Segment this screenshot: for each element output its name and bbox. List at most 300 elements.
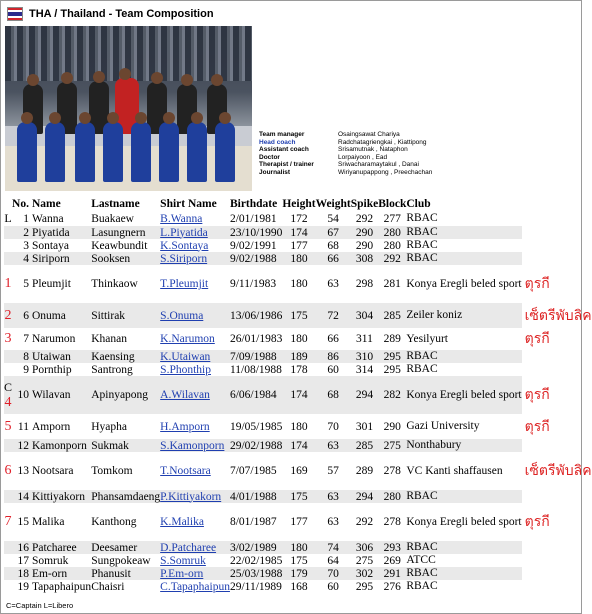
row-spike: 292	[355, 516, 374, 528]
row-club: RBAC	[406, 252, 521, 265]
table-row	[4, 328, 592, 350]
row-height: 178	[290, 363, 308, 376]
row-last-name: Khanan	[91, 333, 127, 345]
shirt-name-link[interactable]: B.Wanna	[160, 212, 203, 225]
header-name: Name	[31, 198, 61, 210]
shirt-name-link[interactable]: K.Sontaya	[160, 239, 209, 252]
row-shirt-name	[160, 452, 230, 490]
shirt-name-link[interactable]: S.Onuma	[160, 309, 204, 322]
row-country-note: ตุรกี	[524, 419, 550, 435]
row-height: 175	[282, 303, 315, 328]
row-first-name: Pleumjit	[31, 278, 71, 290]
row-rank-number: 2	[4, 307, 12, 323]
staff-role: Head coach	[259, 138, 296, 146]
table-row	[4, 363, 592, 376]
photo-player-figure	[187, 122, 207, 182]
row-spike: 294	[351, 490, 379, 503]
row-block: 289	[383, 333, 401, 345]
staff-role: Journalist	[259, 168, 291, 176]
row-shirt-name	[160, 252, 230, 265]
row-first-name: Wanna	[31, 212, 64, 225]
table-row	[4, 452, 592, 490]
row-height: 174	[282, 226, 315, 239]
roster-body	[4, 211, 592, 593]
row-club: RBAC	[406, 541, 521, 554]
row-role-marker	[4, 490, 12, 503]
row-weight: 60	[327, 580, 339, 593]
shirt-name-link[interactable]: K.Malika	[160, 516, 204, 528]
row-block: 280	[378, 490, 406, 503]
staff-row	[259, 131, 432, 139]
row-club: VC Kanti shaffausen	[406, 464, 503, 477]
row-height: 175	[290, 554, 308, 567]
row-country-note	[522, 490, 592, 503]
row-shirt-name	[160, 303, 230, 328]
row-first-name: Patcharee	[30, 541, 91, 554]
table-row	[4, 503, 592, 541]
row-role-marker	[4, 554, 12, 567]
row-block: 282	[378, 376, 406, 414]
row-height: 174	[282, 376, 315, 414]
staff-name: Lorpaiyoon , Ead	[338, 153, 388, 161]
row-birthdate: 7/07/1985	[229, 465, 277, 477]
row-number: 15	[17, 516, 29, 528]
shirt-name-link[interactable]: K.Utaiwan	[160, 350, 211, 363]
row-club: ATCC	[406, 554, 436, 566]
flag-stripe	[8, 18, 22, 20]
row-club: RBAC	[406, 490, 521, 503]
row-birthdate: 4/01/1988	[230, 490, 282, 503]
row-rank-number: 5	[4, 418, 12, 434]
staff-name: Sriwacharamaytakul , Danai	[338, 161, 419, 169]
row-weight: 63	[316, 439, 351, 452]
row-birthdate: 29/11/1989	[229, 580, 282, 593]
row-number: 3	[23, 239, 29, 252]
staff-role: Therapist / trainer	[259, 161, 314, 169]
row-country-note	[522, 252, 592, 265]
row-height: 172	[290, 212, 308, 225]
row-block: 295	[378, 350, 406, 363]
table-row	[4, 580, 592, 593]
row-spike: 275	[355, 554, 374, 567]
row-birthdate: 9/11/1983	[229, 278, 277, 290]
photo-player-figure	[45, 122, 65, 182]
row-spike: 306	[351, 541, 379, 554]
row-country-note: ตุรกี	[524, 388, 550, 403]
row-country-note	[522, 226, 592, 239]
row-spike: 304	[351, 303, 379, 328]
row-last-name: Phanusit	[91, 567, 160, 580]
staff-role: Assistant coach	[259, 146, 309, 154]
row-block: 276	[383, 580, 401, 593]
staff-name: Wiriyanupappong , Preechachan	[338, 168, 433, 176]
row-shirt-name	[160, 414, 230, 439]
row-country-note	[522, 211, 592, 226]
row-first-name: Siriporn	[30, 252, 91, 265]
row-shirt-name	[160, 350, 230, 363]
row-first-name: Malika	[31, 516, 65, 528]
row-last-name: Phansamdaeng	[91, 490, 161, 503]
shirt-name-link[interactable]: T.Nootsara	[160, 465, 211, 477]
row-weight: 68	[327, 239, 339, 252]
row-birthdate: 9/02/1988	[230, 252, 282, 265]
row-country-note	[522, 239, 592, 252]
row-first-name: Sontaya	[31, 239, 70, 252]
row-rank-number: 4	[4, 394, 12, 410]
row-height: 175	[282, 490, 315, 503]
shirt-name-link[interactable]: P.Em-orn	[160, 567, 204, 580]
shirt-name-link[interactable]: H.Amporn	[160, 420, 210, 433]
shirt-name-link[interactable]: P.Kittiyakorn	[160, 490, 222, 503]
row-shirt-name	[160, 239, 230, 252]
row-role-marker	[4, 414, 12, 439]
row-last-name: Chaisri	[91, 580, 125, 593]
row-first-name: Somruk	[31, 554, 69, 567]
table-row	[4, 541, 592, 554]
staff-role: Doctor	[259, 153, 280, 161]
row-shirt-name	[160, 567, 230, 580]
row-role-marker	[4, 503, 12, 541]
staff-name: Osaingsawat Chariya	[338, 131, 400, 138]
row-last-name: Santrong	[91, 363, 133, 376]
row-birthdate: 9/02/1991	[229, 239, 277, 252]
row-club: Konya Eregli beled sport	[406, 277, 522, 290]
row-block: 291	[378, 567, 406, 580]
thailand-flag-icon	[7, 7, 23, 21]
row-first-name: Tapaphaipun	[31, 580, 92, 593]
row-last-name: Keawbundit	[91, 239, 148, 252]
row-role-marker	[4, 226, 12, 239]
row-height: 177	[290, 239, 308, 252]
row-club: Nonthabury	[406, 439, 521, 452]
row-role-marker	[4, 303, 12, 328]
staff-row	[259, 154, 432, 162]
header-club: Club	[406, 197, 431, 210]
row-rank-number: 3	[4, 331, 12, 346]
row-last-name: Sooksen	[91, 252, 160, 265]
team-header	[7, 6, 214, 22]
row-height: 180	[282, 252, 315, 265]
row-weight: 70	[327, 420, 339, 433]
row-country-note	[522, 580, 592, 593]
row-role-letter: C	[4, 379, 13, 394]
table-row	[4, 567, 592, 580]
row-last-name: Kanthong	[91, 516, 137, 528]
row-weight: 64	[327, 554, 339, 567]
shirt-name-link[interactable]: S.Kamonporn	[160, 439, 225, 452]
header-birthdate: Birthdate	[229, 198, 278, 210]
row-club: RBAC	[406, 350, 521, 363]
header-no: No.	[12, 198, 29, 210]
row-last-name: Kaensing	[91, 350, 160, 363]
row-first-name: Amporn	[31, 420, 71, 433]
row-role-marker	[4, 350, 12, 363]
table-row	[4, 226, 592, 239]
row-block: 269	[383, 554, 401, 567]
table-row	[4, 303, 592, 328]
row-club: RBAC	[406, 226, 521, 239]
row-birthdate: 23/10/1990	[229, 226, 283, 239]
row-shirt-name	[160, 265, 230, 303]
row-shirt-name	[160, 211, 230, 226]
table-row	[4, 350, 592, 363]
row-block: 290	[383, 420, 401, 433]
row-spike: 292	[355, 212, 374, 225]
row-shirt-name	[160, 363, 230, 376]
photo-player-figure	[159, 122, 179, 182]
row-spike: 308	[351, 252, 379, 265]
row-country-note: เซ็ตรีพับลิค	[524, 308, 592, 324]
staff-row	[259, 139, 432, 147]
row-role-marker: L	[4, 211, 12, 225]
row-height: 180	[290, 333, 308, 345]
row-number: 8	[12, 350, 30, 363]
row-birthdate: 6/06/1984	[230, 376, 282, 414]
row-number: 4	[12, 252, 30, 265]
header-height: Height	[282, 198, 316, 210]
row-number: 2	[12, 226, 30, 239]
row-block: 293	[378, 541, 406, 554]
row-club: RBAC	[406, 567, 521, 580]
table-row	[4, 265, 592, 303]
row-number: 9	[23, 363, 29, 376]
row-weight: 72	[316, 303, 351, 328]
row-height: 180	[282, 541, 315, 554]
row-country-note: ตุรกี	[524, 277, 550, 292]
header-spike: Spike	[350, 198, 379, 210]
table-row	[4, 239, 592, 252]
photo-player-figure	[131, 122, 151, 182]
row-number: 6	[12, 303, 30, 328]
row-role-marker	[4, 541, 12, 554]
row-number: 19	[17, 580, 29, 593]
shirt-name-link[interactable]: C.Tapaphaipun	[160, 580, 230, 593]
roster-table	[4, 197, 592, 593]
shirt-name-link[interactable]: S.Siriporn	[160, 252, 208, 265]
row-number: 1	[23, 212, 29, 225]
row-height: 180	[290, 420, 308, 433]
row-birthdate: 8/01/1987	[229, 516, 277, 528]
staff-name: Srisamutnak , Nataphon	[338, 146, 408, 154]
row-first-name: Onuma	[30, 303, 91, 328]
row-club: RBAC	[406, 212, 438, 224]
row-club: Konya Eregli beled sport	[406, 376, 521, 414]
row-weight: 66	[327, 333, 339, 345]
row-last-name: Buakaew	[91, 212, 134, 225]
row-spike: 298	[355, 278, 374, 290]
shirt-name-link[interactable]: A.Wilavan	[160, 389, 210, 401]
row-birthdate: 26/01/1983	[229, 333, 283, 345]
staff-role: Team manager	[259, 131, 305, 138]
row-birthdate: 11/08/1988	[229, 363, 282, 376]
shirt-name-link[interactable]: L.Piyatida	[160, 226, 208, 239]
staff-name: Radchatagriengkai , Kiattipong	[338, 138, 427, 146]
shirt-name-link[interactable]: D.Patcharee	[160, 541, 217, 554]
row-role-marker	[4, 452, 12, 490]
shirt-name-link[interactable]: S.Phonthip	[160, 363, 211, 376]
row-club: Zeiler koniz	[406, 303, 521, 328]
row-number: 10	[12, 376, 30, 414]
header-weight: Weight	[315, 198, 351, 210]
header-shirt-name: Shirt Name	[160, 198, 217, 210]
row-country-note	[522, 554, 592, 567]
row-spike: 295	[355, 580, 374, 593]
row-weight: 63	[316, 490, 351, 503]
row-block: 285	[378, 303, 406, 328]
row-country-note	[522, 363, 592, 376]
row-block: 295	[383, 363, 401, 376]
row-role-marker	[4, 580, 12, 593]
row-last-name: Deesamer	[91, 541, 160, 554]
row-spike: 294	[351, 376, 379, 414]
row-spike: 290	[355, 239, 374, 252]
row-shirt-name	[160, 328, 230, 350]
row-block: 280	[378, 226, 406, 239]
staff-row	[259, 161, 432, 169]
row-country-note: เซ็ตรีพับลิค	[524, 464, 592, 479]
table-row	[4, 490, 592, 503]
row-number: 5	[23, 278, 29, 290]
row-last-name: Sukmak	[91, 439, 160, 452]
row-first-name: Kamonporn	[30, 439, 91, 452]
row-rank-number: 7	[4, 514, 12, 529]
row-birthdate: 19/05/1985	[229, 420, 283, 433]
row-first-name: Wilavan	[30, 376, 91, 414]
row-first-name: Kittiyakorn	[30, 490, 91, 503]
shirt-name-link[interactable]: K.Narumon	[160, 333, 215, 345]
row-height: 174	[282, 439, 315, 452]
row-role-marker	[4, 363, 12, 376]
photo-player-figure	[75, 122, 95, 182]
row-shirt-name	[160, 554, 230, 567]
legend-footer: C=Captain L=Libero	[6, 601, 74, 610]
row-number: 13	[17, 465, 29, 477]
row-number: 16	[12, 541, 30, 554]
row-height: 168	[290, 580, 308, 593]
row-height: 179	[282, 567, 315, 580]
row-weight: 74	[316, 541, 351, 554]
row-weight: 67	[316, 226, 351, 239]
row-number: 7	[23, 333, 29, 345]
row-country-note	[522, 439, 592, 452]
photo-player-figure	[103, 122, 123, 182]
team-photo	[5, 26, 252, 191]
row-first-name: Piyatida	[30, 226, 91, 239]
table-row	[4, 211, 592, 226]
row-birthdate: 22/02/1985	[229, 554, 283, 567]
row-number: 18	[12, 567, 30, 580]
row-block: 292	[378, 252, 406, 265]
row-club: Yesilyurt	[406, 332, 448, 345]
row-block: 275	[378, 439, 406, 452]
header-note	[522, 197, 592, 211]
row-birthdate: 3/02/1989	[230, 541, 282, 554]
photo-player-figure	[215, 122, 235, 182]
row-weight: 68	[316, 376, 351, 414]
staff-row	[259, 146, 432, 154]
row-height: 169	[290, 465, 308, 477]
header-lastname: Lastname	[91, 198, 140, 210]
row-birthdate: 7/09/1988	[230, 350, 282, 363]
shirt-name-link[interactable]: S.Somruk	[160, 554, 206, 567]
row-role-marker	[4, 265, 12, 303]
row-role-marker	[4, 439, 12, 452]
staff-row	[259, 169, 432, 177]
row-spike: 311	[356, 333, 373, 345]
staff-list	[259, 131, 432, 177]
row-block: 280	[383, 239, 401, 252]
table-header-row	[4, 197, 592, 211]
row-block: 277	[383, 212, 401, 225]
row-role-marker	[4, 328, 12, 350]
row-weight: 63	[327, 278, 339, 290]
row-rank-number: 6	[4, 463, 12, 478]
row-number: 11	[17, 420, 29, 433]
row-first-name: Em-orn	[30, 567, 91, 580]
row-spike: 310	[351, 350, 379, 363]
row-role-marker	[4, 252, 12, 265]
row-shirt-name	[160, 376, 230, 414]
table-row	[4, 414, 592, 439]
row-last-name: Sungpokeaw	[91, 554, 151, 567]
row-role-marker	[4, 239, 12, 252]
header-role-marker	[4, 197, 12, 211]
row-weight: 66	[316, 252, 351, 265]
row-shirt-name	[160, 490, 230, 503]
row-country-note	[522, 567, 592, 580]
shirt-name-link[interactable]: T.Pleumjit	[160, 278, 209, 290]
row-spike: 290	[351, 226, 379, 239]
row-first-name: Utaiwan	[30, 350, 91, 363]
row-spike: 285	[351, 439, 379, 452]
row-height: 177	[290, 516, 308, 528]
row-role-marker	[4, 376, 12, 414]
row-club: Konya Eregli beled sport	[406, 515, 522, 528]
row-spike: 301	[355, 420, 374, 433]
row-birthdate: 2/01/1981	[229, 212, 277, 225]
row-first-name: Pornthip	[31, 363, 72, 376]
table-row	[4, 252, 592, 265]
row-last-name: Thinkaow	[91, 278, 138, 290]
row-last-name: Sittirak	[91, 303, 160, 328]
row-first-name: Nootsara	[31, 465, 74, 477]
row-shirt-name	[160, 541, 230, 554]
row-number: 17	[17, 554, 29, 567]
row-weight: 57	[327, 465, 339, 477]
row-last-name: Lasungnern	[91, 226, 160, 239]
row-block: 278	[383, 465, 401, 477]
row-number: 14	[12, 490, 30, 503]
table-row	[4, 376, 592, 414]
row-weight: 86	[316, 350, 351, 363]
row-birthdate: 25/03/1988	[229, 567, 283, 580]
row-height: 189	[282, 350, 315, 363]
row-height: 180	[290, 278, 308, 290]
table-row	[4, 554, 592, 567]
row-club: RBAC	[406, 363, 438, 375]
row-country-note	[522, 350, 592, 363]
row-shirt-name	[160, 226, 230, 239]
header-block: Block	[378, 198, 407, 210]
row-shirt-name	[160, 439, 230, 452]
row-birthdate: 29/02/1988	[229, 439, 283, 452]
row-weight: 54	[327, 212, 339, 225]
row-role-marker	[4, 567, 12, 580]
row-country-note: ตุรกี	[524, 332, 550, 347]
row-club: RBAC	[406, 580, 438, 592]
page-title: THA / Thailand - Team Composition	[29, 8, 214, 20]
row-birthdate: 13/06/1986	[230, 303, 282, 328]
